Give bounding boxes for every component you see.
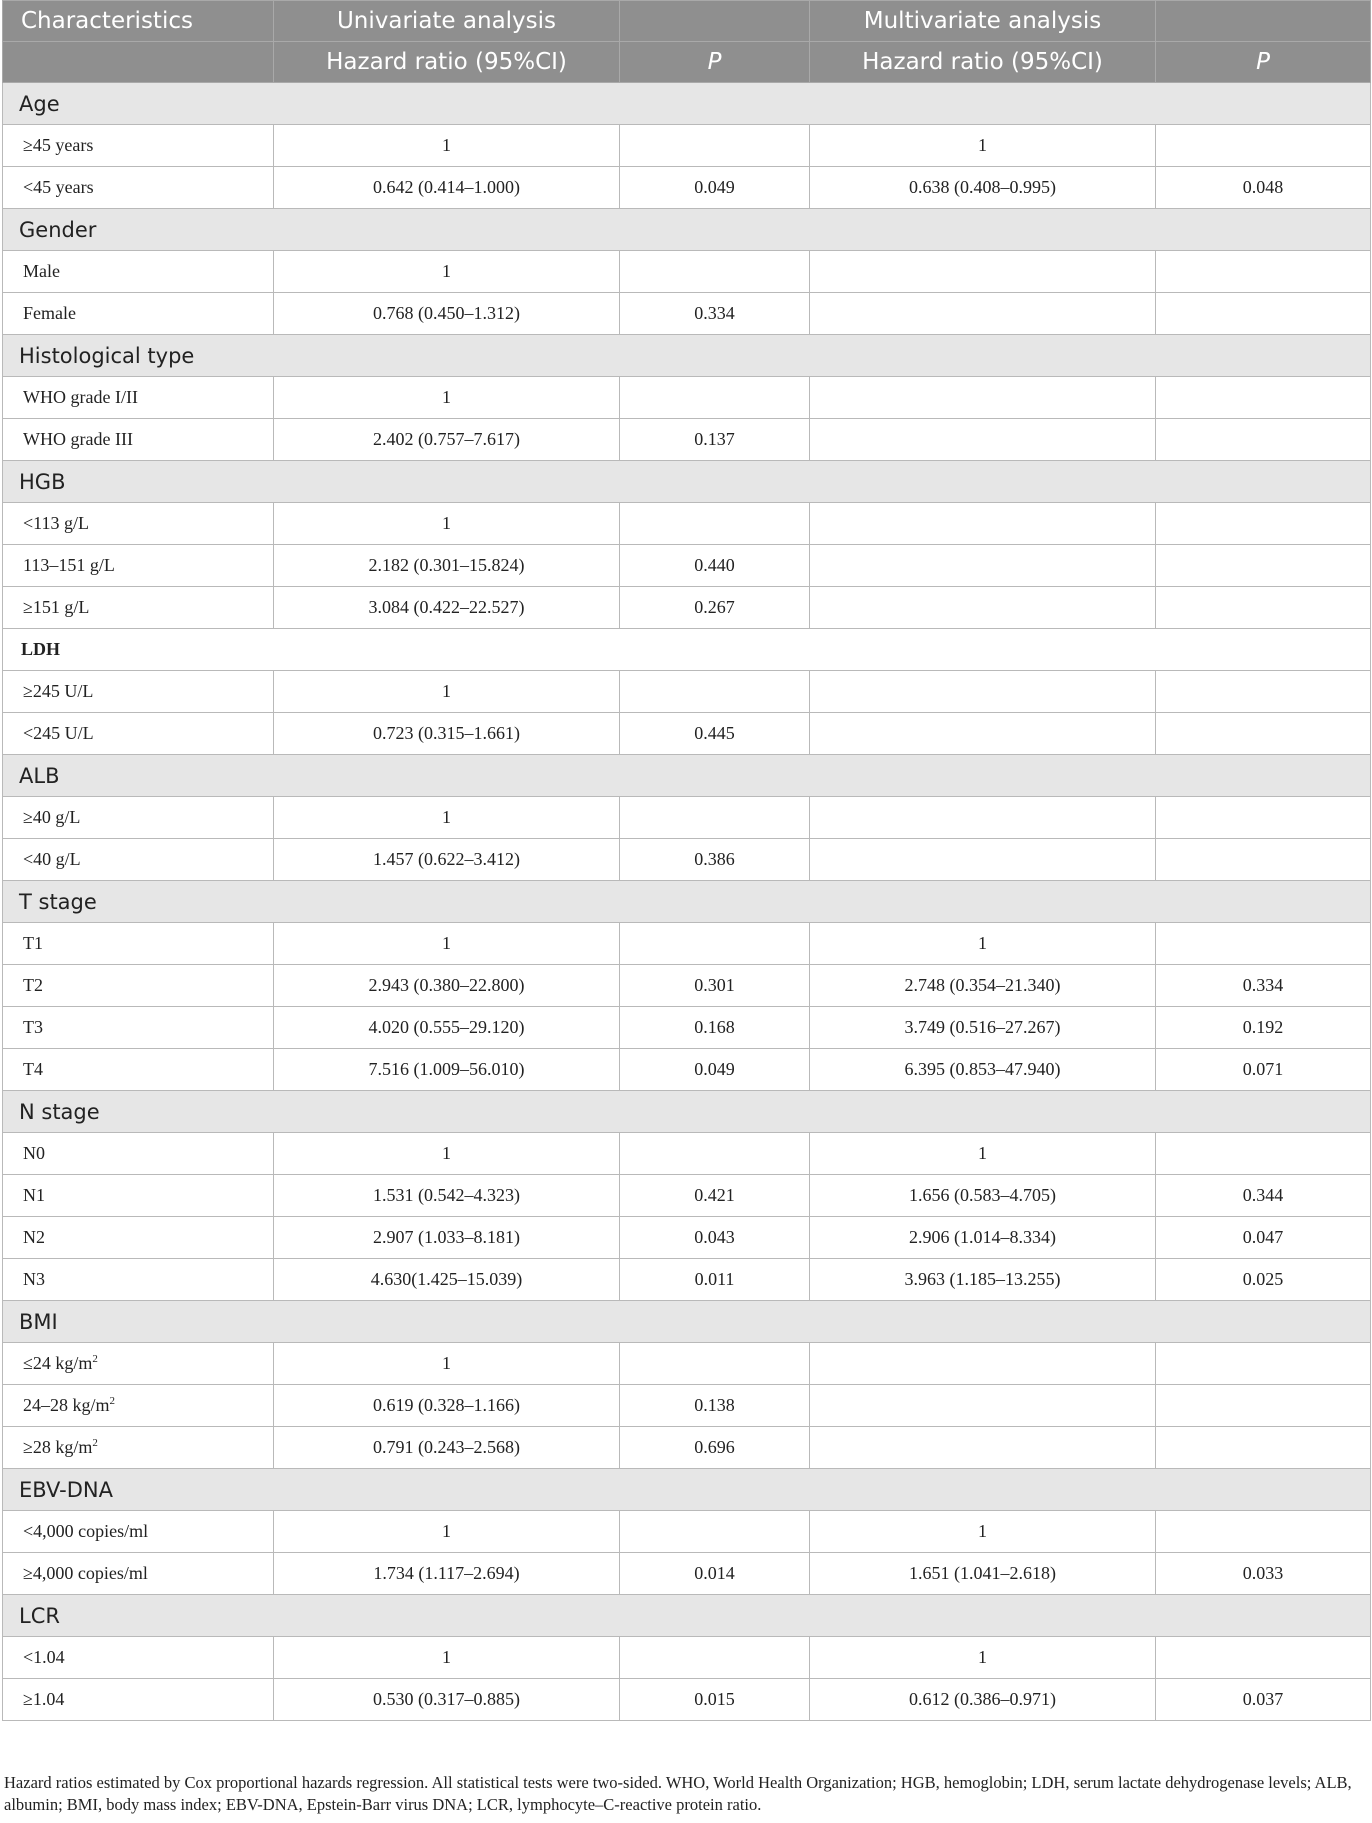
table-row [3, 419, 1371, 461]
multivariate-p-cell [1156, 1385, 1371, 1427]
univariate-p-cell: 0.049 [620, 167, 810, 209]
multivariate-p-cell: 0.025 [1156, 1259, 1371, 1301]
row-label-cell [3, 965, 274, 1007]
table-row [3, 1511, 1371, 1553]
univariate-hr-cell: 2.943 (0.380–22.800) [274, 965, 620, 1007]
header-univariate: Univariate analysis [274, 1, 620, 42]
table-row [3, 587, 1371, 629]
univariate-p-cell: 0.137 [620, 419, 810, 461]
row-label: N3 [23, 1269, 45, 1289]
univariate-hr-cell: 1 [274, 377, 620, 419]
table-row [3, 1007, 1371, 1049]
multivariate-p-cell: 0.048 [1156, 167, 1371, 209]
row-label-superscript: 2 [109, 1395, 116, 1407]
group-row [3, 461, 1371, 503]
univariate-p-cell: 0.015 [620, 1679, 810, 1721]
univariate-p-cell: 0.011 [620, 1259, 810, 1301]
row-label-cell [3, 545, 274, 587]
multivariate-hr-cell: 1 [810, 1133, 1156, 1175]
row-label: N1 [23, 1185, 45, 1205]
univariate-hr-cell: 0.642 (0.414–1.000) [274, 167, 620, 209]
row-label-cell [3, 671, 274, 713]
multivariate-p-cell [1156, 377, 1371, 419]
univariate-hr-cell: 2.182 (0.301–15.824) [274, 545, 620, 587]
group-label: Age [3, 83, 1371, 125]
header-characteristics: Characteristics [3, 1, 274, 42]
multivariate-hr-cell [810, 587, 1156, 629]
table-row [3, 797, 1371, 839]
multivariate-p-cell [1156, 587, 1371, 629]
multivariate-hr-cell: 3.963 (1.185–13.255) [810, 1259, 1156, 1301]
multivariate-p-cell [1156, 1637, 1371, 1679]
multivariate-hr-cell: 1 [810, 125, 1156, 167]
univariate-p-cell [620, 1511, 810, 1553]
univariate-hr-cell: 1 [274, 1511, 620, 1553]
multivariate-p-cell: 0.192 [1156, 1007, 1371, 1049]
multivariate-p-cell [1156, 1511, 1371, 1553]
univariate-p-cell [620, 923, 810, 965]
row-label-cell [3, 377, 274, 419]
multivariate-hr-cell [810, 251, 1156, 293]
row-label-cell [3, 1007, 274, 1049]
univariate-hr-cell: 1 [274, 1343, 620, 1385]
table-row [3, 1175, 1371, 1217]
row-label-cell [3, 251, 274, 293]
multivariate-hr-cell [810, 503, 1156, 545]
multivariate-hr-cell [810, 1385, 1156, 1427]
row-label: <45 years [23, 177, 94, 197]
univariate-p-cell [620, 377, 810, 419]
table-row [3, 1217, 1371, 1259]
row-label: Female [23, 303, 76, 323]
header-blank-3 [3, 42, 274, 83]
multivariate-p-cell: 0.047 [1156, 1217, 1371, 1259]
group-label: BMI [3, 1301, 1371, 1343]
univariate-hr-cell: 0.791 (0.243–2.568) [274, 1427, 620, 1469]
group-row [3, 209, 1371, 251]
row-label: T3 [23, 1017, 43, 1037]
univariate-hr-cell: 1 [274, 1133, 620, 1175]
row-label: ≤24 kg/m [23, 1353, 93, 1373]
multivariate-hr-cell: 0.612 (0.386–0.971) [810, 1679, 1156, 1721]
row-label-cell [3, 1385, 274, 1427]
table-row [3, 1427, 1371, 1469]
group-label: HGB [3, 461, 1371, 503]
row-label-cell [3, 713, 274, 755]
group-row [3, 1595, 1371, 1637]
multivariate-p-cell [1156, 251, 1371, 293]
multivariate-hr-cell: 2.906 (1.014–8.334) [810, 1217, 1156, 1259]
univariate-hr-cell: 1 [274, 1637, 620, 1679]
univariate-hr-cell: 4.630(1.425–15.039) [274, 1259, 620, 1301]
univariate-p-cell [620, 797, 810, 839]
table-row [3, 1553, 1371, 1595]
univariate-p-cell [620, 1343, 810, 1385]
hazard-ratio-table [2, 0, 1371, 1721]
multivariate-p-cell [1156, 125, 1371, 167]
table-row [3, 1133, 1371, 1175]
table-row [3, 251, 1371, 293]
univariate-p-cell: 0.043 [620, 1217, 810, 1259]
row-label-cell [3, 419, 274, 461]
multivariate-hr-cell: 1.656 (0.583–4.705) [810, 1175, 1156, 1217]
univariate-hr-cell: 1 [274, 671, 620, 713]
group-label: ALB [3, 755, 1371, 797]
row-label: <1.04 [23, 1647, 65, 1667]
table-row [3, 839, 1371, 881]
univariate-hr-cell: 1 [274, 125, 620, 167]
multivariate-p-cell [1156, 713, 1371, 755]
row-label: WHO grade III [23, 429, 133, 449]
row-label-cell [3, 1637, 274, 1679]
row-label: ≥40 g/L [23, 807, 81, 827]
univariate-p-cell: 0.696 [620, 1427, 810, 1469]
row-label-cell [3, 503, 274, 545]
univariate-hr-cell: 2.402 (0.757–7.617) [274, 419, 620, 461]
table-row [3, 1049, 1371, 1091]
univariate-p-cell [620, 251, 810, 293]
univariate-hr-cell: 3.084 (0.422–22.527) [274, 587, 620, 629]
hazard-ratio-table-container [2, 0, 1370, 1721]
univariate-hr-cell: 0.530 (0.317–0.885) [274, 1679, 620, 1721]
multivariate-hr-cell: 0.638 (0.408–0.995) [810, 167, 1156, 209]
multivariate-hr-cell: 1.651 (1.041–2.618) [810, 1553, 1156, 1595]
row-label-cell [3, 923, 274, 965]
multivariate-hr-cell [810, 671, 1156, 713]
row-label-cell [3, 1553, 274, 1595]
row-label: ≥45 years [23, 135, 94, 155]
row-label: <113 g/L [23, 513, 89, 533]
row-label: ≥245 U/L [23, 681, 94, 701]
group-label: Gender [3, 209, 1371, 251]
row-label-cell [3, 1427, 274, 1469]
row-label: T4 [23, 1059, 43, 1079]
row-label-cell [3, 839, 274, 881]
table-row [3, 125, 1371, 167]
multivariate-p-cell [1156, 503, 1371, 545]
multivariate-p-cell: 0.071 [1156, 1049, 1371, 1091]
row-label: T2 [23, 975, 43, 995]
multivariate-hr-cell: 3.749 (0.516–27.267) [810, 1007, 1156, 1049]
univariate-p-cell: 0.049 [620, 1049, 810, 1091]
table-row [3, 545, 1371, 587]
header-blank-2 [1156, 1, 1371, 42]
row-label: <40 g/L [23, 849, 81, 869]
univariate-hr-cell: 0.619 (0.328–1.166) [274, 1385, 620, 1427]
table-row [3, 377, 1371, 419]
univariate-p-cell [620, 1133, 810, 1175]
univariate-hr-cell: 1 [274, 503, 620, 545]
group-row [3, 1091, 1371, 1133]
table-row [3, 1259, 1371, 1301]
multivariate-hr-cell [810, 377, 1156, 419]
header-blank-1 [620, 1, 810, 42]
multivariate-p-cell [1156, 1427, 1371, 1469]
univariate-p-cell: 0.440 [620, 545, 810, 587]
group-row [3, 881, 1371, 923]
row-label: <245 U/L [23, 723, 94, 743]
group-row [3, 629, 1371, 671]
multivariate-hr-cell [810, 797, 1156, 839]
group-label: T stage [3, 881, 1371, 923]
multivariate-hr-cell [810, 545, 1156, 587]
row-label-cell [3, 797, 274, 839]
multivariate-hr-cell: 2.748 (0.354–21.340) [810, 965, 1156, 1007]
row-label-cell [3, 167, 274, 209]
group-label: LCR [3, 1595, 1371, 1637]
row-label: 24–28 kg/m [23, 1395, 110, 1415]
row-label-superscript: 2 [92, 1437, 98, 1449]
group-label: LDH [3, 629, 1371, 671]
multivariate-hr-cell [810, 1343, 1156, 1385]
row-label: N2 [23, 1227, 45, 1247]
multivariate-p-cell [1156, 545, 1371, 587]
univariate-p-cell: 0.445 [620, 713, 810, 755]
multivariate-p-cell [1156, 293, 1371, 335]
table-row [3, 1637, 1371, 1679]
univariate-hr-cell: 0.768 (0.450–1.312) [274, 293, 620, 335]
univariate-hr-cell: 7.516 (1.009–56.010) [274, 1049, 620, 1091]
header-multivariate-hr: Hazard ratio (95%CI) [810, 42, 1156, 83]
row-label: ≥151 g/L [23, 597, 90, 617]
row-label: Male [23, 261, 60, 281]
univariate-hr-cell: 2.907 (1.033–8.181) [274, 1217, 620, 1259]
univariate-p-cell [620, 125, 810, 167]
univariate-hr-cell: 4.020 (0.555–29.120) [274, 1007, 620, 1049]
table-row [3, 503, 1371, 545]
univariate-p-cell: 0.168 [620, 1007, 810, 1049]
table-body [3, 83, 1371, 1721]
row-label-cell [3, 587, 274, 629]
table-row [3, 965, 1371, 1007]
group-label: Histological type [3, 335, 1371, 377]
row-label: 113–151 g/L [23, 555, 115, 575]
row-label: <4,000 copies/ml [23, 1521, 149, 1541]
table-header [3, 1, 1371, 83]
row-label-cell [3, 1679, 274, 1721]
row-label-cell [3, 1133, 274, 1175]
univariate-p-cell: 0.014 [620, 1553, 810, 1595]
multivariate-p-cell [1156, 1133, 1371, 1175]
univariate-p-cell: 0.421 [620, 1175, 810, 1217]
group-row [3, 1469, 1371, 1511]
multivariate-hr-cell: 6.395 (0.853–47.940) [810, 1049, 1156, 1091]
multivariate-p-cell [1156, 923, 1371, 965]
row-label-superscript: 2 [92, 1353, 98, 1365]
multivariate-p-cell [1156, 1343, 1371, 1385]
row-label: WHO grade I/II [23, 387, 138, 407]
multivariate-hr-cell [810, 1427, 1156, 1469]
univariate-p-cell: 0.386 [620, 839, 810, 881]
multivariate-p-cell: 0.037 [1156, 1679, 1371, 1721]
header-univariate-hr: Hazard ratio (95%CI) [274, 42, 620, 83]
row-label-cell [3, 125, 274, 167]
table-footnote: Hazard ratios estimated by Cox proportional hazards regression. All statistical tests were two-sided. WHO, World Health Organization; HGB, hemoglobin; LDH, serum lactate dehydrogenase levels; ALB, albumin; BMI, body mass index; EBV-DNA, Epstein-Barr virus DNA; LCR, lymphocyte–C-reactive protein ratio. [4, 1773, 1352, 1814]
row-label-cell [3, 1259, 274, 1301]
univariate-p-cell: 0.301 [620, 965, 810, 1007]
group-label: N stage [3, 1091, 1371, 1133]
multivariate-p-cell: 0.334 [1156, 965, 1371, 1007]
multivariate-p-cell [1156, 839, 1371, 881]
row-label-cell [3, 1511, 274, 1553]
row-label-cell [3, 1049, 274, 1091]
row-label-cell [3, 1217, 274, 1259]
multivariate-p-cell [1156, 671, 1371, 713]
univariate-hr-cell: 1 [274, 923, 620, 965]
group-row [3, 1301, 1371, 1343]
univariate-hr-cell: 1.457 (0.622–3.412) [274, 839, 620, 881]
multivariate-hr-cell: 1 [810, 1511, 1156, 1553]
row-label: ≥28 kg/m [23, 1437, 93, 1457]
multivariate-p-cell [1156, 797, 1371, 839]
table-row [3, 1679, 1371, 1721]
table-row [3, 1385, 1371, 1427]
multivariate-hr-cell: 1 [810, 923, 1156, 965]
univariate-p-cell: 0.267 [620, 587, 810, 629]
univariate-hr-cell: 1 [274, 797, 620, 839]
multivariate-p-cell: 0.344 [1156, 1175, 1371, 1217]
row-label: ≥4,000 copies/ml [23, 1563, 148, 1583]
header-multivariate-p: P [1156, 42, 1371, 83]
group-row [3, 83, 1371, 125]
header-univariate-p: P [620, 42, 810, 83]
table-row [3, 293, 1371, 335]
univariate-p-cell: 0.138 [620, 1385, 810, 1427]
univariate-p-cell [620, 1637, 810, 1679]
multivariate-p-cell [1156, 419, 1371, 461]
multivariate-hr-cell: 1 [810, 1637, 1156, 1679]
table-row [3, 923, 1371, 965]
univariate-hr-cell: 1.734 (1.117–2.694) [274, 1553, 620, 1595]
univariate-hr-cell: 0.723 (0.315–1.661) [274, 713, 620, 755]
row-label-cell [3, 293, 274, 335]
table-row [3, 1343, 1371, 1385]
header-multivariate: Multivariate analysis [810, 1, 1156, 42]
group-row [3, 335, 1371, 377]
univariate-p-cell: 0.334 [620, 293, 810, 335]
group-label: EBV-DNA [3, 1469, 1371, 1511]
multivariate-hr-cell [810, 293, 1156, 335]
row-label: N0 [23, 1143, 45, 1163]
row-label: ≥1.04 [23, 1689, 65, 1709]
row-label-cell [3, 1343, 274, 1385]
row-label: T1 [23, 933, 43, 953]
multivariate-hr-cell [810, 419, 1156, 461]
row-label-cell [3, 1175, 274, 1217]
univariate-p-cell [620, 503, 810, 545]
group-row [3, 755, 1371, 797]
multivariate-p-cell: 0.033 [1156, 1553, 1371, 1595]
univariate-p-cell [620, 671, 810, 713]
univariate-hr-cell: 1.531 (0.542–4.323) [274, 1175, 620, 1217]
multivariate-hr-cell [810, 713, 1156, 755]
table-row [3, 167, 1371, 209]
multivariate-hr-cell [810, 839, 1156, 881]
table-row [3, 671, 1371, 713]
table-row [3, 713, 1371, 755]
univariate-hr-cell: 1 [274, 251, 620, 293]
